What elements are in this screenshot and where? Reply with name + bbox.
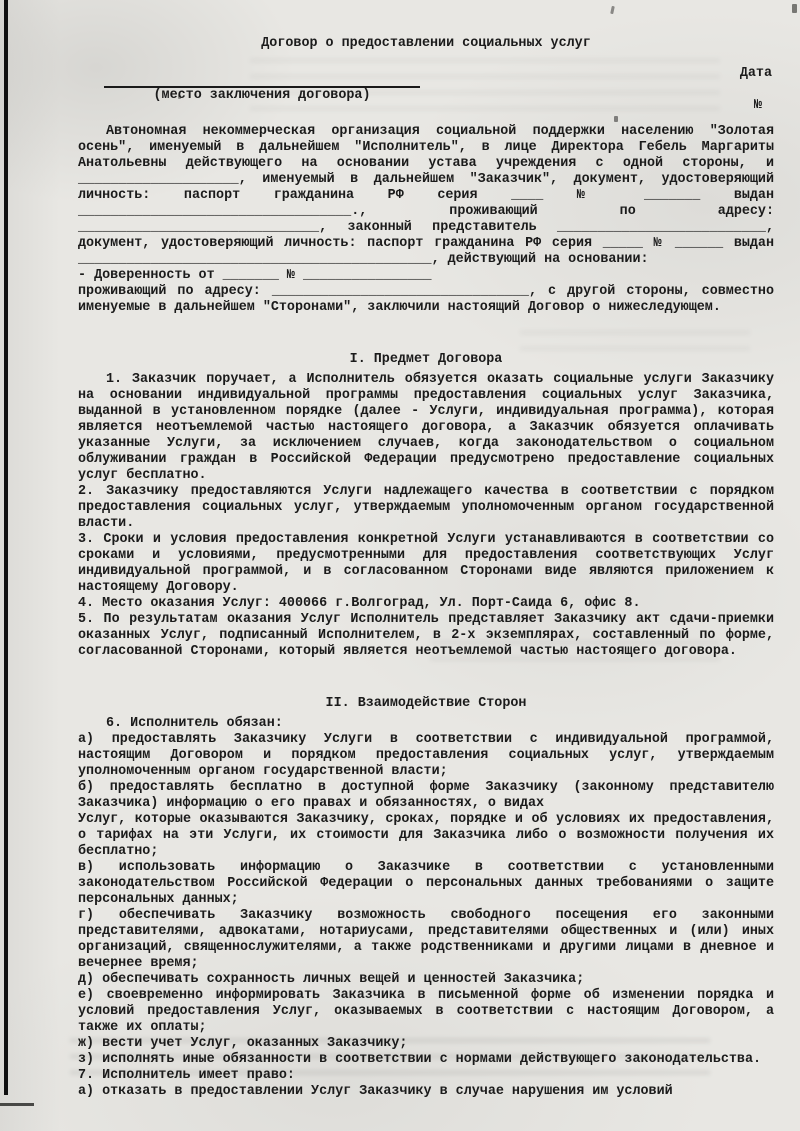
- paragraph: 1. Заказчик поручает, а Исполнитель обязуется оказать социальные услуги Заказчику на основании индивидуальной программы предоставления социальных услуг Заказчика, выданной в установленном порядке (далее - Услуги, индивидуальная программа), которая является неотъемлемой частью настоящего договора, а Заказчик обязуется оплачивать указанные Услуги, за исключением случаев, когда законодательством о социальном облуживании граждан в Российской Федерации предусмотрено предоставление социальных услуг бесплатно.: [78, 372, 774, 483]
- paragraph: 5. По результатам оказания Услуг Исполнитель представляет Заказчику акт сдачи-приемки оказанных Услуг, подписанный Исполнителем, в 2-х экземплярах, составленный по форме, согласованной Сторонами, который является неотъемлемой частью настоящего договора.: [78, 612, 774, 659]
- sections-container: [78, 352, 774, 1100]
- paragraph: д) обеспечивать сохранность личных вещей и ценностей Заказчика;: [78, 972, 585, 987]
- paragraph: 4. Место оказания Услуг: 400066 г.Волгоград, Ул. Порт-Саида 6, офис 8.: [78, 596, 641, 611]
- paragraph: а) отказать в предоставлении Услуг Заказчику в случае нарушения им условий: [78, 1084, 673, 1099]
- document-title: Договор о предоставлении социальных услуг: [261, 36, 591, 51]
- place-of-conclusion-label: (место заключения договора): [153, 88, 371, 103]
- preamble: [78, 124, 774, 316]
- paragraph: а) предоставлять Заказчику Услуги в соответствии с индивидуальной программой, настоящим Договором и порядком предоставления социальных услуг, утверждаемым уполномоченным органом государственной власти;: [78, 732, 774, 779]
- scan-edge-artifact: [4, 0, 8, 1095]
- paragraph: 2. Заказчику предоставляются Услуги надлежащего качества в соответствии с порядком предоставления социальных услуг, утверждаемым уполномоченным органом государственной власти.: [78, 484, 774, 531]
- paragraph: б) предоставлять бесплатно в доступной форме Заказчику (законному представителю Заказчика) информацию о его правах и обязанностях, о видах: [78, 780, 774, 811]
- date-label: Дата: [739, 66, 772, 81]
- section-heading: I. Предмет Договора: [349, 352, 503, 367]
- paragraph: з) исполнять иные обязанности в соответствии с нормами действующего законодательства.: [78, 1052, 762, 1067]
- paragraph: 3. Сроки и условия предоставления конкретной Услуги устанавливаются в соответствии со сроками и условиями, предусмотренными для предоставления соответствующих Услуг индивидуальной программой, и в согласованном Сторонами виде являются приложением к настоящему Договору.: [78, 532, 774, 595]
- paragraph: е) своевременно информировать Заказчика в письменной форме об изменении порядка и условий предоставления Услуг, оказываемых в соответствии с настоящим Договором, а также их оплаты;: [78, 988, 774, 1035]
- paragraph: 6. Исполнитель обязан:: [106, 716, 283, 731]
- paragraph: ж) вести учет Услуг, оказанных Заказчику;: [78, 1036, 408, 1051]
- document-number-label: №: [753, 98, 762, 113]
- scan-speck: [792, 4, 797, 13]
- scan-edge-dash: [0, 1103, 34, 1106]
- section-heading: II. Взаимодействие Сторон: [325, 696, 527, 711]
- paragraph: в) использовать информацию о Заказчике в соответствии с установленными законодательством Российской Федерации о персональных данных требованиями о защите персональных данных;: [78, 860, 774, 907]
- paragraph: проживающий по адресу: ________________________________, с другой стороны, совместно именуемые в дальнейшем "Сторонами", заключили настоящий Договор о нижеследующем.: [78, 284, 774, 315]
- paragraph: - Доверенность от _______ № ________________: [78, 268, 432, 283]
- document-header: [78, 64, 774, 124]
- paragraph: 7. Исполнитель имеет право:: [78, 1068, 295, 1083]
- paragraph: Автономная некоммерческая организация социальной поддержки населению "Золотая осень", именуемый в дальнейшем "Исполнитель", в лице Директора Гебель Маргариты Анатольевны действующего на основании устава учреждения с одной стороны, и ____________________, именуемый в дальнейшем "Заказчик", документ, удостоверяющий личность: паспорт гражданина РФ серия ____ № _______ выдан __________________________________., проживающий по адресу: ______________________________, законный представитель __________________________, документ, удостоверяющий личность: паспорт гражданина РФ серия _____ № ______ выдан ____________________________________________, действующий на основании:: [78, 124, 774, 267]
- place-blank-line: [104, 64, 420, 88]
- paragraph: г) обеспечивать Заказчику возможность свободного посещения его законными представителями, адвокатами, нотариусами, представителями общественных и (или) иных организаций, священнослужителями, а также родственниками и другими лицами в дневное и вечернее время;: [78, 908, 774, 971]
- document-content: [78, 0, 774, 1100]
- paragraph: Услуг, которые оказываются Заказчику, сроках, порядке и об условиях их предоставления, о тарифах на эти Услуги, их стоимости для Заказчика либо о возможности получения их бесплатно;: [78, 812, 774, 859]
